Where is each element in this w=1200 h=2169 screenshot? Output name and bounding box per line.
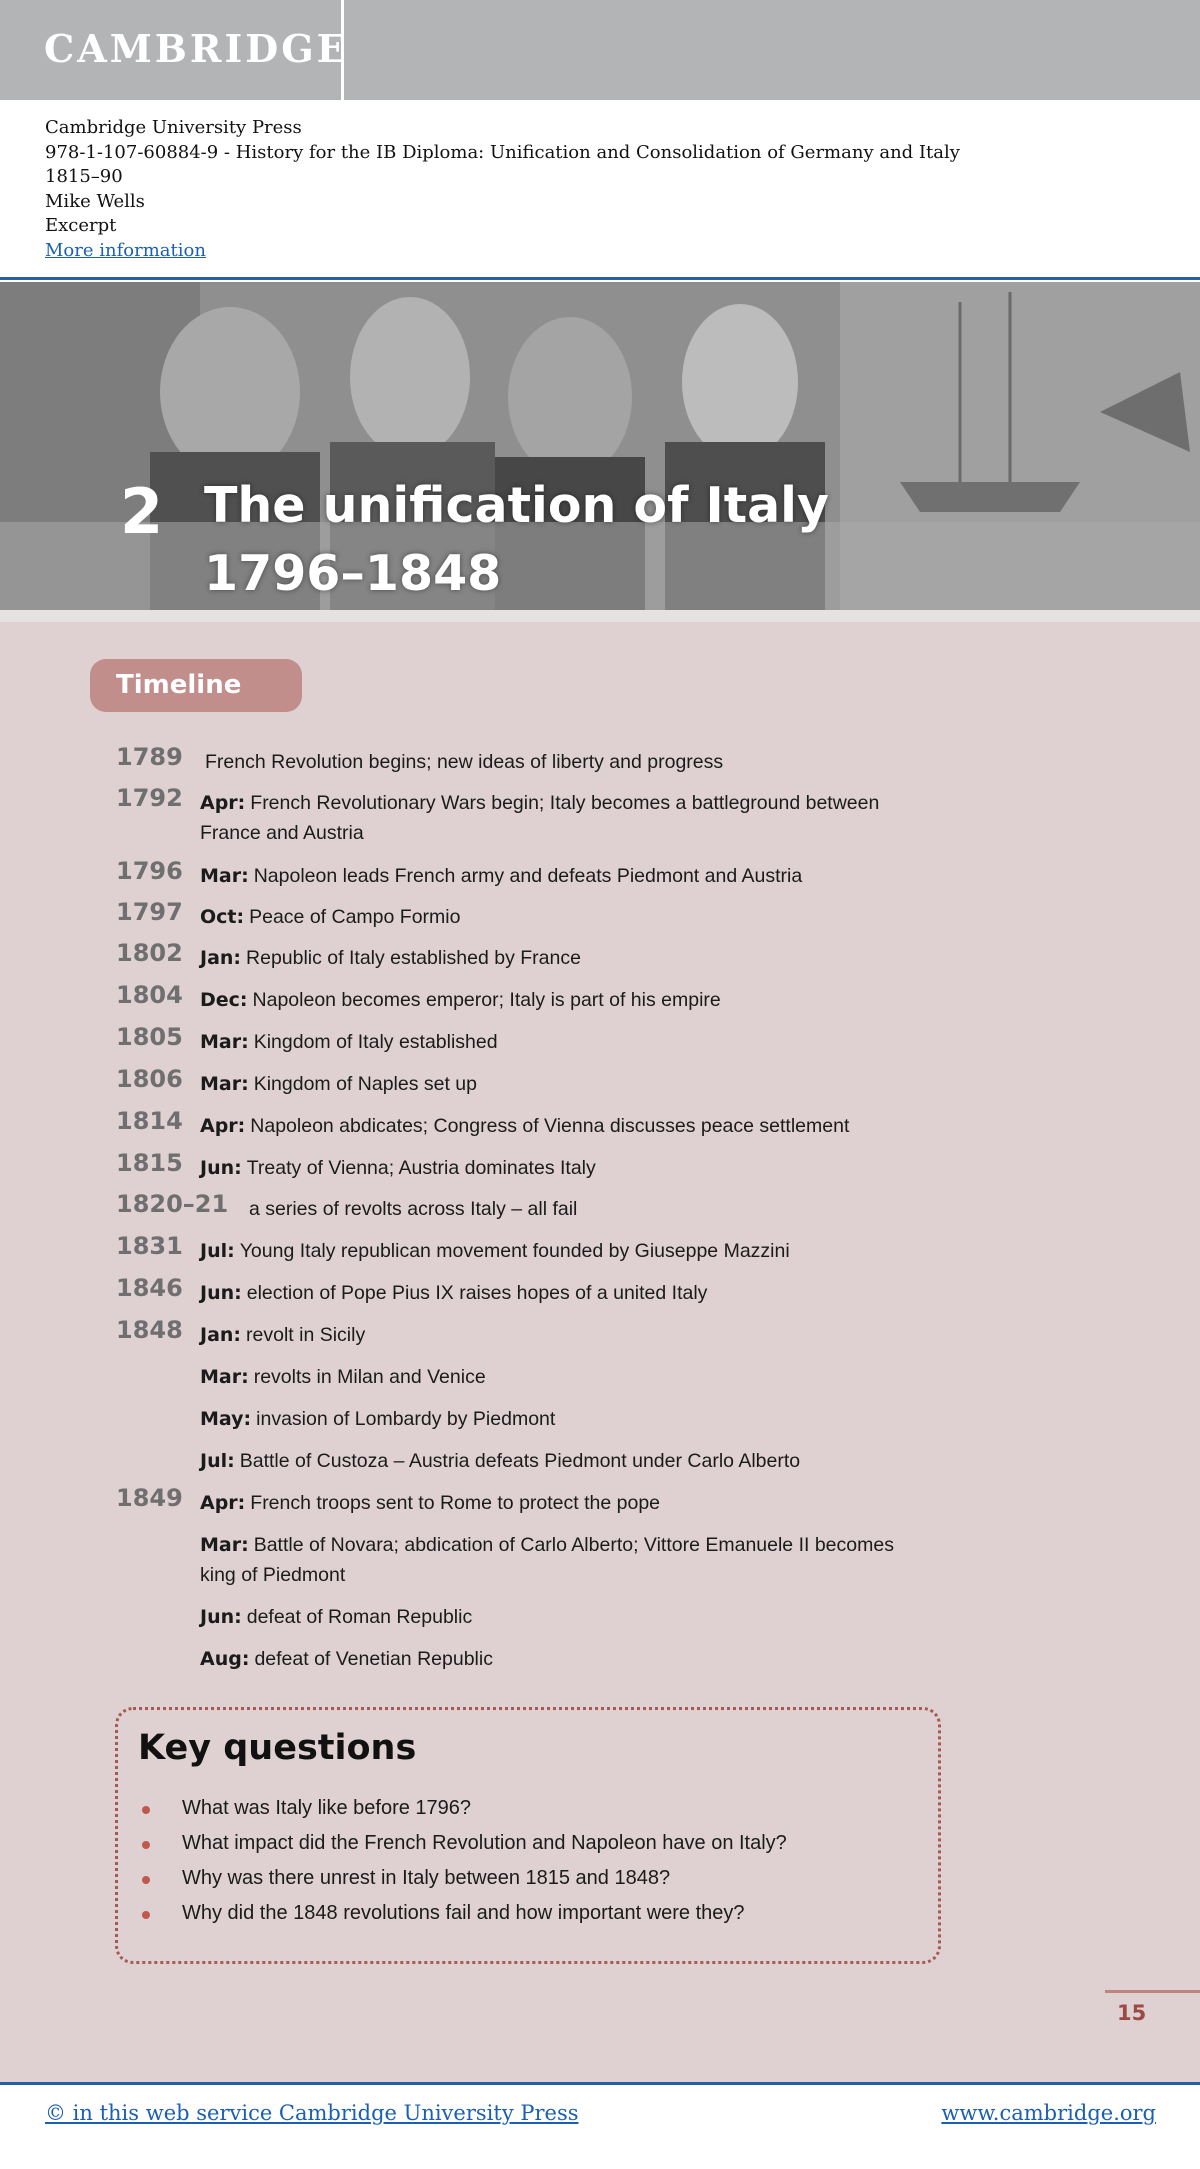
timeline-entry <box>200 1153 960 1183</box>
timeline-entry <box>200 1111 960 1141</box>
chapter-title-line2: 1796–1848 <box>204 545 502 602</box>
timeline-year: 1805 <box>116 1023 183 1051</box>
bullet-icon <box>142 1911 150 1919</box>
timeline-year: 1796 <box>116 857 183 885</box>
timeline-entry <box>200 943 960 973</box>
chapter-title-line1: The unification of Italy <box>204 477 829 534</box>
timeline-month: Mar: <box>200 1073 249 1095</box>
timeline-year: 1792 <box>116 784 183 812</box>
timeline-text: Napoleon becomes emperor; Italy is part of his empire <box>252 989 721 1011</box>
timeline-year: 1804 <box>116 981 183 1009</box>
timeline-text: Battle of Custoza – Austria defeats Piedmont under Carlo Alberto <box>239 1450 801 1472</box>
timeline-entry <box>200 747 960 777</box>
timeline-month: Jun: <box>200 1606 242 1628</box>
publisher: Cambridge University Press <box>45 117 302 138</box>
timeline-entry <box>200 1069 960 1099</box>
timeline-entry <box>200 1320 960 1350</box>
timeline-heading: Timeline <box>116 670 242 700</box>
timeline-year: 1846 <box>116 1274 183 1302</box>
timeline-badge <box>90 659 302 712</box>
isbn-title: 978-1-107-60884-9 - History for the IB Diploma: Unification and Consolidation of Germany and Italy <box>45 141 960 163</box>
timeline-text: Republic of Italy established by France <box>246 947 581 969</box>
brand-box <box>0 0 349 100</box>
timeline-month: Mar: <box>200 865 249 887</box>
timeline-text: French troops sent to Rome to protect the pope <box>250 1492 661 1514</box>
timeline-entry <box>200 985 960 1015</box>
timeline-year: 1814 <box>116 1107 183 1135</box>
timeline-text: French Revolution begins; new ideas of liberty and progress <box>205 751 724 773</box>
timeline-entry <box>200 902 960 932</box>
header-bar <box>0 0 1200 100</box>
book-metadata <box>45 116 1145 263</box>
timeline-month: Jun: <box>200 1282 242 1304</box>
timeline-entry <box>200 1236 960 1266</box>
cambridge-site-link[interactable]: www.cambridge.org <box>941 2101 1156 2125</box>
key-question: Why was there unrest in Italy between 1815 and 1848? <box>182 1867 671 1889</box>
timeline-year: 1802 <box>116 939 183 967</box>
timeline-month: May: <box>200 1408 252 1430</box>
timeline-month: Jan: <box>200 1324 242 1346</box>
timeline-month: Apr: <box>200 1115 246 1137</box>
timeline-text: defeat of Venetian Republic <box>254 1648 493 1670</box>
page-number-rule <box>1105 1990 1200 1993</box>
timeline-text: Treaty of Vienna; Austria dominates Italy <box>246 1157 596 1179</box>
timeline-month: Mar: <box>200 1366 249 1388</box>
footer-rule <box>0 2082 1200 2085</box>
cambridge-logo: CAMBRIDGE <box>44 26 349 71</box>
header-rule <box>0 277 1200 280</box>
timeline-month: Dec: <box>200 989 248 1011</box>
chapter-banner <box>0 282 1200 610</box>
timeline-year: 1815 <box>116 1149 183 1177</box>
timeline-entry <box>200 1602 960 1632</box>
key-question: Why did the 1848 revolutions fail and how important were they? <box>182 1902 745 1924</box>
bullet-icon <box>142 1806 150 1814</box>
timeline-entry <box>200 788 900 848</box>
timeline-month: Aug: <box>200 1648 250 1670</box>
timeline-text: revolt in Sicily <box>246 1324 366 1346</box>
timeline-entry <box>200 1644 960 1674</box>
timeline-entry <box>200 1530 920 1590</box>
timeline-text: Peace of Campo Formio <box>249 906 461 928</box>
timeline-year: 1806 <box>116 1065 183 1093</box>
timeline-entry <box>200 1488 960 1518</box>
excerpt-label: Excerpt <box>45 215 117 236</box>
banner-edge <box>0 610 1200 622</box>
timeline-month: Mar: <box>200 1534 249 1556</box>
timeline-entry <box>200 1027 960 1057</box>
timeline-month: Mar: <box>200 1031 249 1053</box>
bullet-icon <box>142 1841 150 1849</box>
key-questions-title: Key questions <box>138 1728 417 1768</box>
timeline-year: 1820–21 <box>116 1190 229 1218</box>
years: 1815–90 <box>45 166 123 187</box>
timeline-entry <box>200 1404 960 1434</box>
timeline-text: Kingdom of Naples set up <box>253 1073 478 1095</box>
timeline-text: Battle of Novara; abdication of Carlo Alberto; Vittore Emanuele II becomes king of Piedmont <box>200 1534 894 1586</box>
key-question: What was Italy like before 1796? <box>182 1797 472 1819</box>
timeline-text: Young Italy republican movement founded by Giuseppe Mazzini <box>239 1240 790 1262</box>
timeline-text: defeat of Roman Republic <box>246 1606 473 1628</box>
timeline-text: French Revolutionary Wars begin; Italy becomes a battleground between France and Austria <box>200 792 880 844</box>
page-number: 15 <box>1117 2001 1147 2025</box>
timeline-entry <box>200 1446 960 1476</box>
timeline-entry <box>200 1362 960 1392</box>
timeline-entry <box>200 861 960 891</box>
timeline-month: Apr: <box>200 1492 246 1514</box>
timeline-text: invasion of Lombardy by Piedmont <box>256 1408 556 1430</box>
timeline-year: 1789 <box>116 743 183 771</box>
timeline-month: Jun: <box>200 1157 242 1179</box>
author: Mike Wells <box>45 190 145 212</box>
timeline-text: a series of revolts across Italy – all fail <box>249 1198 578 1220</box>
timeline-text: Kingdom of Italy established <box>253 1031 498 1053</box>
timeline-text: Napoleon abdicates; Congress of Vienna discusses peace settlement <box>250 1115 850 1137</box>
chapter-title <box>204 472 829 608</box>
timeline-year: 1797 <box>116 898 183 926</box>
timeline-month: Oct: <box>200 906 245 928</box>
timeline-year: 1849 <box>116 1484 183 1512</box>
copyright-link[interactable]: © in this web service Cambridge University Press <box>45 2101 579 2125</box>
timeline-month: Jan: <box>200 947 242 969</box>
timeline-month: Jul: <box>200 1450 235 1472</box>
timeline-entry <box>200 1278 960 1308</box>
more-information-link[interactable]: More information <box>45 239 206 261</box>
timeline-text: revolts in Milan and Venice <box>253 1366 486 1388</box>
chapter-number: 2 <box>120 475 164 548</box>
bullet-icon <box>142 1876 150 1884</box>
key-question: What impact did the French Revolution and Napoleon have on Italy? <box>182 1832 787 1854</box>
timeline-text: Napoleon leads French army and defeats Piedmont and Austria <box>253 865 803 887</box>
timeline-entry <box>244 1194 1004 1224</box>
timeline-month: Jul: <box>200 1240 235 1262</box>
timeline-month: Apr: <box>200 792 246 814</box>
timeline-year: 1831 <box>116 1232 183 1260</box>
timeline-text: election of Pope Pius IX raises hopes of a united Italy <box>246 1282 708 1304</box>
timeline-year: 1848 <box>116 1316 183 1344</box>
